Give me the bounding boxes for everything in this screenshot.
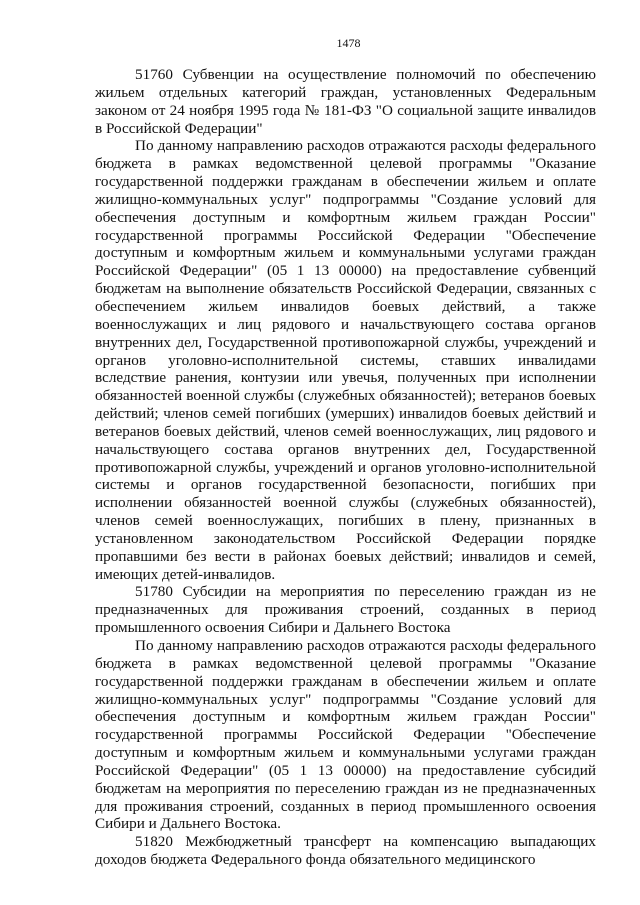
paragraph-51780-description: По данному направлению расходов отражаются расходы федерального бюджета в рамках ведомственной целевой программы "Оказание государственной поддержки гражданам в обеспечении жильем и оплате жилищно-коммунальных услуг" подпрограммы "Создание условий для обеспечения доступным и комфортным жильем граждан России" государственной программы Российской Федерации "Обеспечение доступным и комфортным жильем и коммунальными услугами граждан Российской Федерации" (05 1 13 00000) на предоставление субсидий бюджетам на мероприятия по переселению граждан из не предназначенных для проживания строений, созданных в период промышленного освоения Сибири и Дальнего Востока. [95,637,596,833]
paragraph-51760-description: По данному направлению расходов отражаются расходы федерального бюджета в рамках ведомственной целевой программы "Оказание государственной поддержки гражданам в обеспечении жильем и оплате жилищно-коммунальных услуг" подпрограммы "Создание условий для обеспечения доступным и комфортным жильем граждан России" государственной программы Российской Федерации "Обеспечение доступным и комфортным жильем и коммунальными услугами граждан Российской Федерации" (05 1 13 00000) на предоставление субвенций бюджетам на выполнение обязательств Российской Федерации, связанных с обеспечением жильем инвалидов боевых действий, а также военнослужащих и лиц рядового и начальствующего состава органов внутренних дел, Государственной противопожарной службы, учреждений и органов уголовно-исполнительной системы, ставших инвалидами вследствие ранения, контузии или увечья, полученных при исполнении обязанностей военной службы (служебных обязанностей); ветеранов боевых действий; членов семей погибших (умерших) инвалидов боевых действий и ветеранов боевых действий, членов семей военнослужащих, лиц рядового и начальствующего состава органов внутренних дел, Государственной противопожарной службы, учреждений и органов уголовно-исполнительной системы и органов государственной безопасности, погибших при исполнении обязанностей военной службы (служебных обязанностей), членов семей военнослужащих, погибших в плену, признанных в установленном законодательством Российской Федерации порядке пропавшими без вести в районах боевых действий; инвалидов и семей, имеющих детей-инвалидов. [95,137,596,583]
paragraph-51780-heading: 51780 Субсидии на мероприятия по переселению граждан из не предназначенных для проживания строений, созданных в период промышленного освоения Сибири и Дальнего Востока [95,583,596,637]
page-number: 1478 [336,36,361,50]
paragraph-51760-heading: 51760 Субвенции на осуществление полномочий по обеспечению жильем отдельных категорий граждан, установленных Федеральным законом от 24 ноября 1995 года № 181-ФЗ "О социальной защите инвалидов в Российской Федерации" [95,66,596,137]
paragraph-51820-heading: 51820 Межбюджетный трансферт на компенсацию выпадающих доходов бюджета Федерального фонда обязательного медицинского [95,833,596,869]
